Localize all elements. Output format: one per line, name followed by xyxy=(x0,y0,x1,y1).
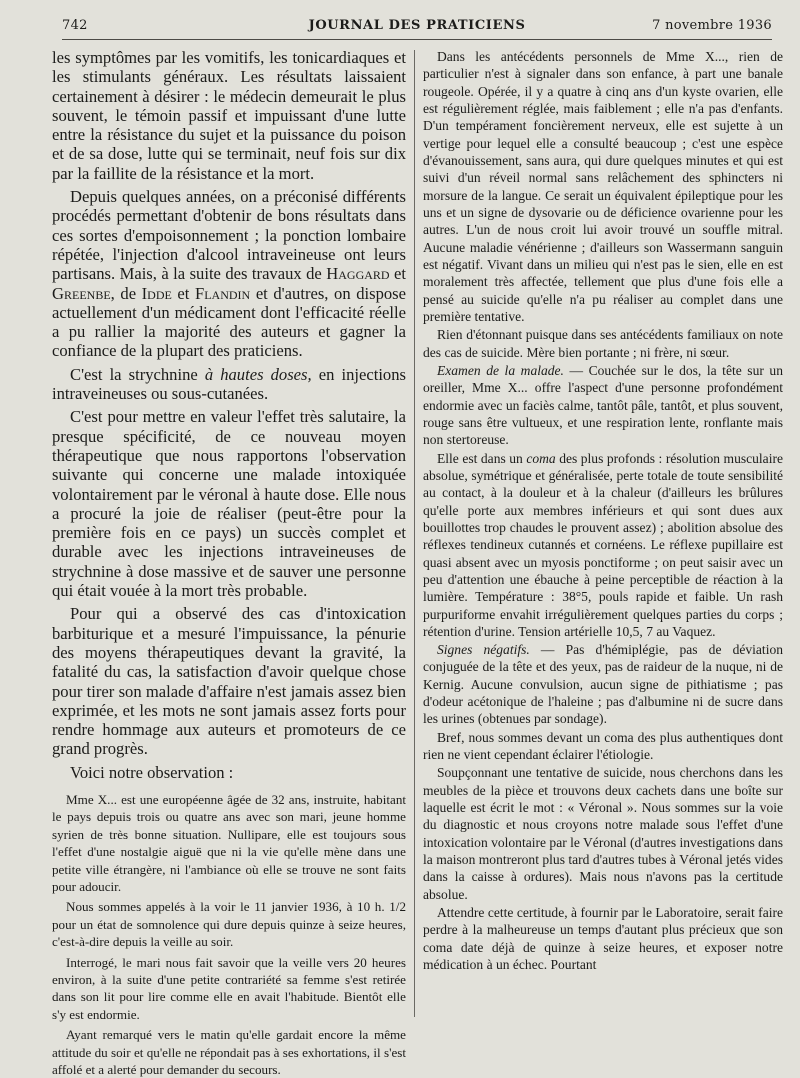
paragraph: Pour qui a observé des cas d'intoxication barbiturique et a mesuré l'impuissance, la pénurie des moyens thérapeutiques devant la gravité, la fatalité du cas, la satisfaction d'avoir quelque chose pour tirer son malade d'affaire n'est jamais assez bien exprimée, et les mots ne sont jamais assez forts pour rendre hommage aux auteurs et promoteurs de ce grand progrès. xyxy=(52,604,406,759)
text-run: — Pas d'hémiplégie, pas de déviation conjuguée de la tête et des yeux, pas de raideur de la nuque, ni de Kernig. Aucune convulsion, aucun signe de pithiatisme ; pas d'odeur acétonique de l'haleine ; pas d'albumine ni de sucre dans les urines (obtenues par sondage). xyxy=(423,642,783,727)
paragraph: Voici notre observation : xyxy=(70,762,234,782)
paragraph: Soupçonnant une tentative de suicide, nous cherchons dans les meubles de la pièce et trouvons deux cachets dans une boîte sur laquelle est écrit le mot : « Véronal ». Nous sommes sur la voie du diagnostic et nous croyons notre malade sous l'effet d'une intoxication volontaire par le Véronal (d'autres investigations dans la maison montreront plus tard d'autres tubes à Véronal jetés vides dans la caisse à ordures). Mais nous n'avons pas la certitude absolue. xyxy=(423,765,783,902)
observation-paragraph: Ayant remarqué vers le matin qu'elle gardait encore la même attitude du soir et qu'elle ne répondait pas à ses exhortations, il s'est affolé et a alerté pour demander du secours. xyxy=(52,1027,406,1078)
text-run: — Couchée sur le dos, la tête sur un oreiller, Mme X... offre l'aspect d'une personne profondément endormie avec un faciès calme, tantôt pâle, tantôt, et plus souvent, rouge sans être vultueux, et une respiration lente, ronflante mais non stertoreuse. xyxy=(423,362,783,448)
page-number: 742 xyxy=(62,18,88,33)
left-column xyxy=(52,48,406,1078)
paragraph xyxy=(52,365,406,404)
author-name: Haggard xyxy=(326,264,390,284)
emphasis: à hautes doses, xyxy=(204,364,312,384)
section-lead: Examen de la malade. xyxy=(437,362,564,378)
paragraph: les symptômes par les vomitifs, les tonicardiaques et les stimulants généraux. Les résultats laissaient certainement à désirer : le médecin demeurait le plus souvent, le témoin passif et impuissant d'une lutte entre la résistance du sujet et la puissance du poison et de sa dose, lutte qui se terminait, neuf fois sur dix par la faillite de la résistance et la mort. xyxy=(52,48,406,183)
observation-paragraph: Nous sommes appelés à la voir le 11 janvier 1936, à 10 h. 1/2 pour un état de somnolence qui dure depuis quinze à seize heures, c'est-à-dire depuis la veille au soir. xyxy=(52,899,406,950)
text-run: , de xyxy=(110,283,142,303)
paragraph: Dans les antécédents personnels de Mme X..., rien de particulier n'est à signaler dans son enfance, à part une banale rougeole. Opérée, il y a quatre à cinq ans d'un kyste ovarien, elle est régulièrement réglée, mais faiblement ; elle n'a pas d'enfants. D'un tempérament foncièrement nerveux, elle est sujette à un vertige pour lequel elle a consulté beaucoup ; c'est une espèce d'évanouissement, sans aura, qui dure quelques minutes et qui est suivi d'un réveil normal sans relâchement des sphincters ni morsure de la langue. Ce serait un équivalent épileptique pour les uns et un signe de dysovarie ou de déficience ovarienne pour les autres. L'un de nous croit lui avoir trouvé un souffle mitral. Aucune maladie vénérienne ; d'ailleurs son Wassermann sanguin est négatif. Vivant dans un milieu qui n'est pas le sien, elle en est moralement très affectée, tellement que plus d'une fois elle a pensé au suicide qu'elle n'a pu réaliser au complet dans une première tentative. xyxy=(423,49,783,324)
paragraph: Bref, nous sommes devant un coma des plus authentiques dont rien ne vient cependant éclairer l'étiologie. xyxy=(423,729,783,763)
paragraph xyxy=(423,362,783,449)
text-run: des plus profonds : résolution musculaire absolue, symétrique et généralisée, perte totale de toute sensibilité au contact, à la douleur et à la chaleur (d'ailleurs les brûlures qu'elle porte aux membres inférieurs et qui sont dues aux bouillottes trop chaudes le prouvent assez) ; abolition absolue des réflexes tendineux cutannés et cornéens. Le réflexe pupillaire est quasi absent avec un myosis ponctiforme ; on peut saisir avec un peu d'attention une ébauche à peine perceptible de réaction à la lumière. Température : 38°5, pouls rapide et faible. Un rash purpuriforme envahit irrégulièrement quelques parties du corps ; rétention d'urine. Tension artérielle 10,5, 7 au Vaquez. xyxy=(423,450,783,639)
text-run: Depuis quelques années, on a préconisé différents procédés permettant d'obtenir de bons résultats dans ces sortes d'empoisonnement ; la ponction lombaire répétée, l'injection d'alcool intraveineuse ont leurs partisans. Mais, à la suite des travaux de xyxy=(52,187,406,284)
text-run: et xyxy=(171,283,195,303)
paragraph xyxy=(423,641,783,728)
text-run: C'est la strychnine xyxy=(70,364,205,384)
main-text-block xyxy=(52,48,406,782)
author-name: Flandin xyxy=(195,283,251,303)
section-lead: Signes négatifs. xyxy=(437,642,530,658)
running-header xyxy=(62,15,772,40)
observation-paragraph: Mme X... est une européenne âgée de 32 ans, instruite, habitant le pays depuis trois ou quatre ans avec son mari, jeune homme syrien de très bonne situation. Nullipare, elle est toujours sous l'effet d'une nostalgie aiguë que ni la vie qu'elle mène dans une petite ville étrangère, ni l'ambiance où elle se trouve ne sont faits pour adoucir. xyxy=(52,791,406,895)
observation-paragraph: Interrogé, le mari nous fait savoir que la veille vers 20 heures environ, à la suite d'une petite contrariété sa femme s'est retirée dans son lit pour lire comme elle en avait l'habitude. Bientôt elle s'y est endormie. xyxy=(52,954,406,1022)
paragraph: Rien d'étonnant puisque dans ses antécédents familiaux on note des cas de suicide. Mère bien portante ; ni frère, ni sœur. xyxy=(423,327,783,360)
right-column xyxy=(423,48,783,1023)
column-divider xyxy=(414,50,415,1017)
journal-title: JOURNAL DES PRATICIENS xyxy=(308,18,526,33)
paragraph: Attendre cette certitude, à fournir par le Laboratoire, serait faire perdre à la malheureuse un temps d'autant plus précieux que son coma date déjà de quinze à seize heures, et exposer notre médication à un échec. Pourtant xyxy=(423,905,783,973)
paragraph: C'est pour mettre en valeur l'effet très salutaire, la presque spécificité, de ce nouveau moyen thérapeutique que nous rapportons l'observation suivante qui concerne une malade intoxiquée volontairement par le véronal à haute dose. Elle nous a procuré la joie de réaliser (peut-être pour la première fois en ce pays) un succès complet et durable avec les injections intraveineuses de strychnine à dose massive et de sauver une personne qui était vouée à la mort très probable. xyxy=(52,407,406,601)
paragraph xyxy=(423,450,783,641)
author-name: Greenbe xyxy=(52,283,111,303)
text-run: et d'autres, on dispose actuellement d'un médicament dont l'efficacité réelle a pu rallier la majorité des auteurs et gagner la confiance de la plupart des praticiens. xyxy=(52,283,406,361)
issue-date: 7 novembre 1936 xyxy=(652,18,772,33)
paragraph xyxy=(52,187,406,361)
author-name: Idde xyxy=(141,283,172,303)
text-run: Elle est dans un xyxy=(437,450,527,466)
emphasis: coma xyxy=(526,450,556,466)
text-run: et xyxy=(389,264,406,284)
case-report-block xyxy=(423,48,783,973)
text-run: en injections intraveineuses ou sous-cutanées. xyxy=(52,364,406,404)
observation-block xyxy=(52,791,406,1078)
